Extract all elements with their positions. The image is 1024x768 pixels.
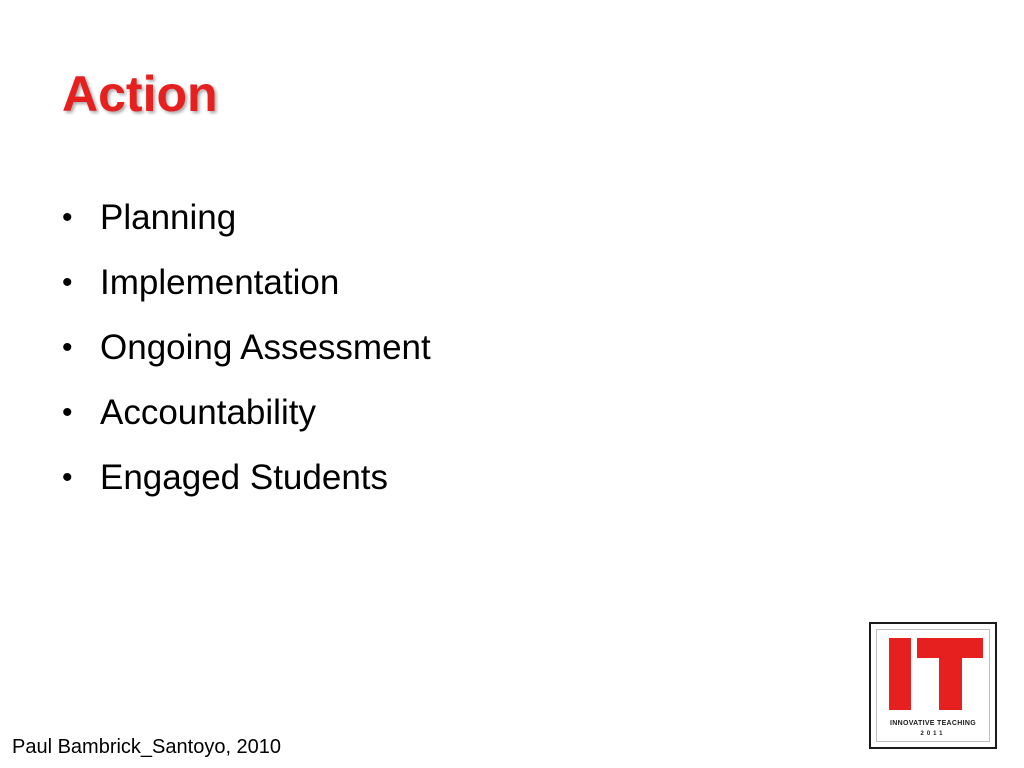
logo-text-line2: 2011 (920, 731, 946, 737)
footer-citation: Paul Bambrick_Santoyo, 2010 (12, 736, 282, 758)
bullet-text: Implementation (100, 262, 340, 302)
bullet-icon: • (62, 330, 73, 364)
bullet-icon: • (62, 265, 73, 299)
logo-text-line1: INNOVATIVE TEACHING (890, 720, 976, 727)
innovative-teaching-logo (869, 622, 997, 749)
slide-title: Action (62, 66, 218, 122)
logo-frame (876, 629, 990, 742)
bullet-text: Accountability (100, 392, 316, 432)
list-item (62, 185, 431, 250)
list-item (62, 315, 431, 380)
bullet-list (62, 185, 431, 510)
bullet-text: Ongoing Assessment (100, 327, 431, 367)
it-letters-icon (883, 630, 987, 716)
bullet-text: Engaged Students (100, 457, 389, 497)
bullet-icon: • (62, 460, 73, 494)
bullet-icon: • (62, 200, 73, 234)
list-item (62, 445, 431, 510)
bullet-icon: • (62, 395, 73, 429)
bullet-text: Planning (100, 197, 237, 237)
list-item (62, 380, 431, 445)
list-item (62, 250, 431, 315)
